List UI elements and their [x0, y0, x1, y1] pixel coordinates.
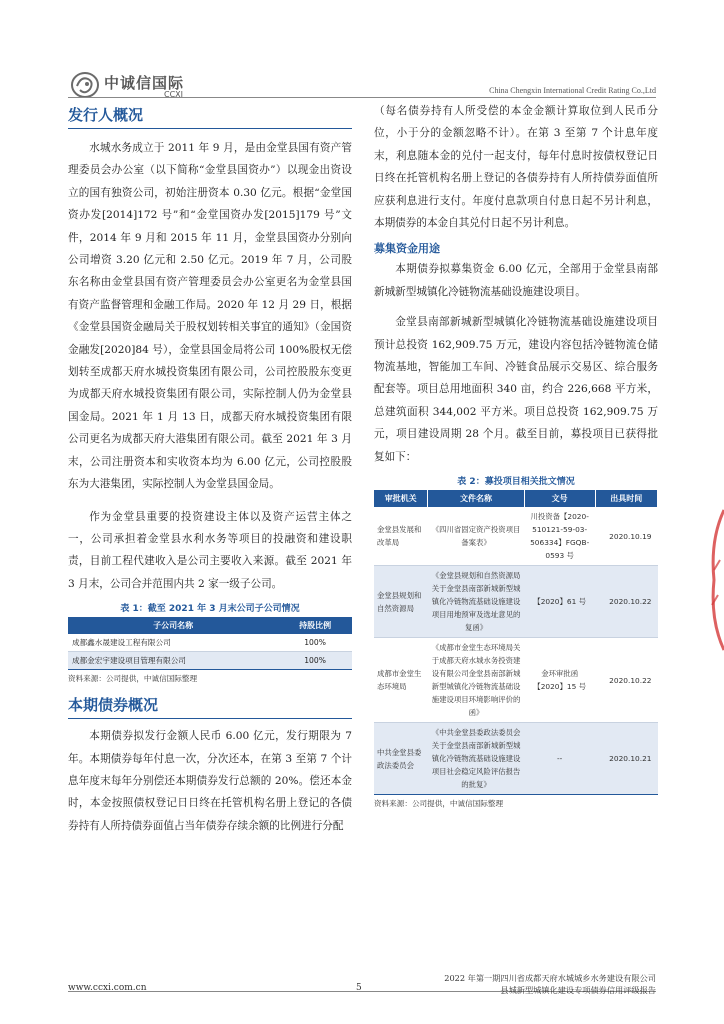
seal-stamp-fragment: [706, 500, 724, 660]
section-title-bond: 本期债券概况: [68, 690, 352, 719]
table-row: [374, 507, 658, 566]
table2-header-number: 文号: [524, 490, 595, 507]
table1-cell: 成都金宏宇建设项目管理有限公司: [68, 652, 278, 670]
section-title-issuer: 发行人概况: [68, 100, 352, 129]
table1-source: 资料来源：公司提供，中诚信国际整理: [68, 674, 198, 684]
table1-caption: 表 1：截至 2021 年 3 月末公司子公司情况: [120, 604, 300, 615]
logo-english-abbr: CCXI: [164, 90, 184, 99]
table2-header-document: 文件名称: [428, 490, 524, 507]
table2-cell: 成都市金堂生态环境局: [374, 638, 428, 723]
table2-cell: 中共金堂县委政法委员会: [374, 723, 428, 795]
table2-cell: 【2020】61 号: [524, 566, 595, 638]
table-row: [68, 634, 352, 652]
table2-header-date: 出具时间: [595, 490, 657, 507]
footer-url[interactable]: www.ccxi.com.cn: [68, 983, 147, 993]
table2-cell: 2020.10.21: [595, 723, 657, 795]
table2-cell: 《成都市金堂生态环境局关于成都天府水城水务投资建设有限公司金堂县南部新城新型城镇化冷链物流基础设施建设项目环境影响评价的函》: [428, 638, 524, 723]
table2-cell: 金环审批函【2020】15 号: [524, 638, 595, 723]
approval-table: [374, 490, 658, 795]
report-title-line-2: 县城新型城镇化建设专项债券信用评级报告: [500, 985, 656, 995]
table2-cell: 金堂县规划和自然资源局: [374, 566, 428, 638]
funds-paragraph-2: 金堂县南部新城新型城镇化冷链物流基础设施建设项目预计总投资 162,909.75 万元，建设内容包括冷链物流仓储物流基地，智能加工车间、冷链食品展示交易区、综合服务配套等。项目总用地面积 340 亩，约合 226,668 平方米，总建筑面积 344,002 平方米。项目总投资 162,909.75 万元，项目建设周期 28 个月。截至目前，募投项目已获得批复如下：: [374, 316, 658, 463]
table2-caption: 表 2：募投项目相关批文情况: [457, 477, 575, 488]
logo-chinese-name: 中诚信国际: [104, 74, 185, 92]
report-title-line-1: 2022 年第一期四川省成都天府水城城乡水务建设有限公司: [444, 973, 656, 983]
table2-cell: 2020.10.22: [595, 566, 657, 638]
table1-header-ratio: 持股比例: [278, 617, 352, 634]
table2-cell: 《金堂县规划和自然资源局关于金堂县南部新城新型城镇化冷链物流基础设施建设项目用地预审及选址意见的复函》: [428, 566, 524, 638]
left-column: [68, 100, 352, 837]
footer-report-title: [444, 972, 656, 996]
table2-cell: 金堂县发展和改革局: [374, 507, 428, 566]
table-row: [68, 652, 352, 670]
table2-header-authority: 审批机关: [374, 490, 428, 507]
header-english-name: China Chengxin International Credit Rating Co.,Ltd: [489, 86, 656, 95]
table-row: [374, 566, 658, 638]
ccxi-logo: [70, 70, 190, 104]
bond-paragraph: 本期债券拟发行金额人民币 6.00 亿元，发行期限为 7 年。本期债券每年付息一次，分次还本，在第 3 至第 7 个计息年度末每年分别偿还本期债券发行总额的 20%。偿还本金时，本金按照债权登记日日终在托管机构名册上登记的各债券持有人所持债券面值占当年债券存续余额的比例进行分配: [68, 730, 352, 832]
bond-paragraph-continued: （每名债券持有人所受偿的本金金额计算取位到人民币分位，小于分的金额忽略不计）。在第 3 至第 7 个计息年度末，利息随本金的兑付一起支付，每年付息时按债权登记日日终在托管机构名册上登记的各债券持有人所持债券面值所应获利息进行支付。年度付息款项自付息日起不另计利息，本期债券的本金自其兑付日起不另计利息。: [374, 105, 658, 230]
header-divider: [68, 97, 656, 98]
table2-cell: 2020.10.19: [595, 507, 657, 566]
table2-cell: 《四川省固定资产投资项目备案表》: [428, 507, 524, 566]
table2-cell: 川投资备【2020-510121-59-03-506334】FGQB-0593 号: [524, 507, 595, 566]
ccxi-logo-icon: [70, 70, 100, 100]
table2-source: 资料来源：公司提供，中诚信国际整理: [374, 799, 504, 809]
right-column: [374, 100, 658, 815]
table2-cell: 《中共金堂县委政法委员会关于金堂县南部新城新型城镇化冷链物流基础设施建设项目社会稳定风险评估报告的批复》: [428, 723, 524, 795]
table1-cell: 100%: [278, 652, 352, 670]
subsidiary-table: [68, 617, 352, 670]
table-row: [374, 723, 658, 795]
table2-cell: 2020.10.22: [595, 638, 657, 723]
issuer-paragraph-2: 作为金堂县重要的投资建设主体以及资产运营主体之一，公司承担着金堂县水利水务等项目的投融资和建设职责，目前工程代建收入是公司主要收入来源。截至 2021 年 3 月末，公司合并范围内共 2 家一级子公司。: [68, 510, 352, 590]
table2-cell: --: [524, 723, 595, 795]
table1-header-name: 子公司名称: [68, 617, 278, 634]
section-title-funds: 募集资金用途: [374, 242, 440, 256]
funds-paragraph-1: 本期债券拟募集资金 6.00 亿元，全部用于金堂县南部新城新型城镇化冷链物流基础设施建设项目。: [374, 263, 658, 298]
table-row: [374, 638, 658, 723]
page-number: 5: [356, 983, 362, 993]
table1-cell: 成都鑫水晟建设工程有限公司: [68, 634, 278, 652]
issuer-paragraph-1: 水城水务成立于 2011 年 9 月，是由金堂县国有资产管理委员会办公室（以下简称“金堂县国资办”）以现金出资设立的国有独资公司，初始注册资本 0.30 亿元。根据“金堂国资办发[2014]172 号”和“金堂国资办发[2015]179 号”文件，2014 年 9 月和 2015 年 11 月，金堂县国资办分别向公司增资 3.20 亿元和 2.50 亿元。2019 年 7 月，公司股东名称由金堂县国有资产管理委员会办公室更名为金堂县国有资产监督管理和金融工作局。2020 年 12 月 29 日，根据《金堂县国资金融局关于股权划转相关事宜的通知》（金国资金融发[2020]84 号），金堂县国金局将公司 100%股权无偿划转至成都天府水城投资集团有限公司，公司控股股东变更为成都天府水城投资集团有限公司，实际控制人仍为金堂县国金局。2021 年 1 月 13 日，成都天府水城投资集团有限公司更名为成都天府大港集团有限公司。截至 2021 年 3 月末，公司注册资本和实收资本均为 6.00 亿元，公司控股股东为大港集团，实际控制人为金堂县国金局。: [68, 142, 352, 491]
table1-cell: 100%: [278, 634, 352, 652]
